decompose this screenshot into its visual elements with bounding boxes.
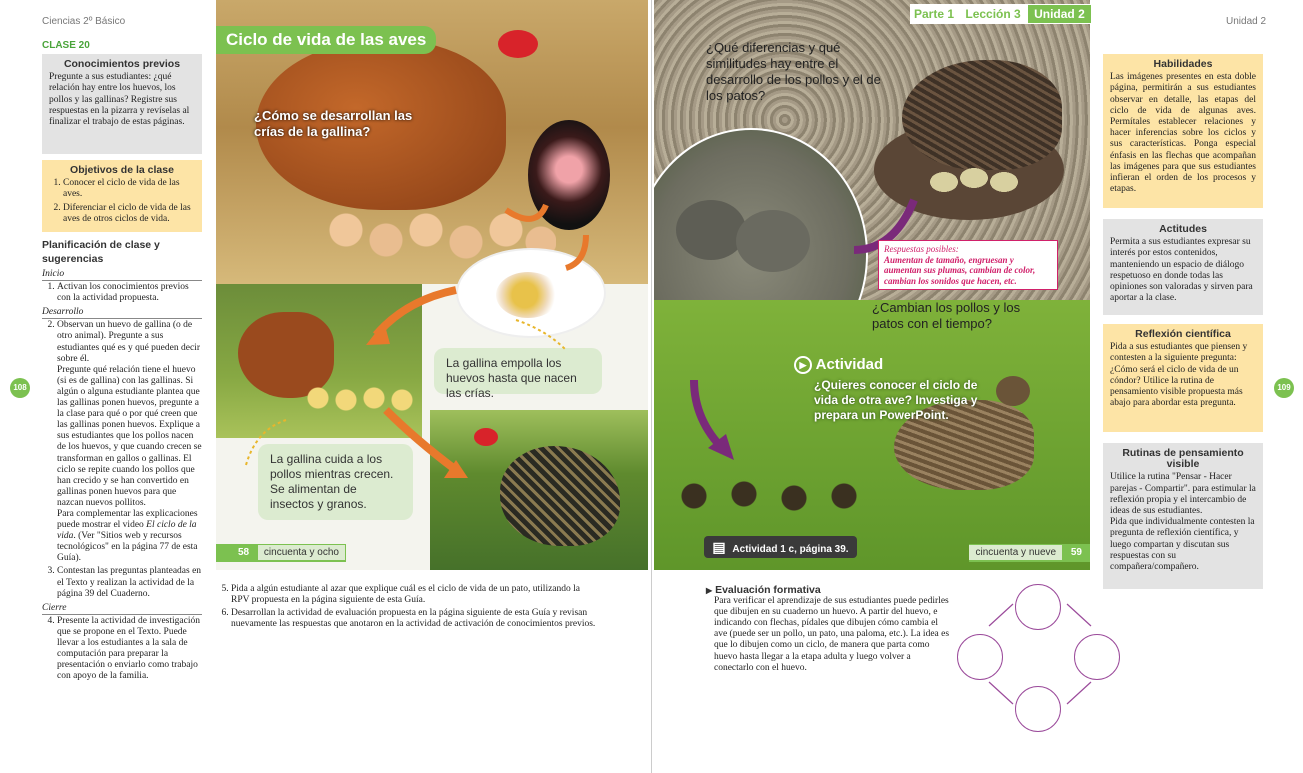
- cycle-arrow: [989, 604, 1013, 626]
- conocimientos-text: Pregunte a sus estudiantes: ¿qué relación hay entre los huevos, los pollos y las gallinas? Registre sus respuestas en la pizarra y revíselas al finalizar el trabajo de estas páginas.: [49, 72, 190, 128]
- respuestas-box: [878, 240, 1058, 290]
- right-student-page: [654, 0, 1090, 570]
- reflexion-box: [1103, 324, 1263, 432]
- left-footer: [216, 544, 346, 562]
- section-cierre: Cierre: [42, 603, 202, 615]
- arrow-chicks-to-rooster: [386, 410, 456, 470]
- arrow-hatch-to-chicks: [376, 290, 456, 335]
- bottom-middle-text: [216, 584, 596, 632]
- cycle-arrow: [1067, 682, 1091, 704]
- evaluacion-text: Para verificar el aprendizaje de sus estudiantes puede pedirles que dibujen en su cuaderno un huevo. A partir del huevo, e indicando con flechas, pídales que dibujen cómo cambia el ave (puede ser un pollo, un pato, una paloma, etc.). La idea es que lo dibujen como un ciclo, de manera que parta como huevo hasta llegar a la etapa adulta y luego volver a conectarlo con el huevo.: [714, 596, 950, 673]
- objetivo-item: 1. Conocer el ciclo de vida de las aves.: [63, 178, 195, 200]
- planificacion-column: [42, 238, 202, 684]
- right-footer: [969, 544, 1090, 562]
- tab-parte: Parte 1: [914, 7, 955, 21]
- plan-item-4: 4. Presente la actividad de investigación que se propone en el Texto. Puede llevar a los estudiantes a la sala de computación para preparar la presentación o enviarlo como trabajo con apoyo de la familia.: [57, 616, 202, 683]
- clase-label: CLASE 20: [42, 40, 90, 51]
- evaluacion-block: [706, 585, 950, 674]
- left-footer-text: cincuenta y ocho: [258, 545, 345, 560]
- page-title: Ciclo de vida de las aves: [216, 26, 436, 54]
- dotted-pointer-2: [246, 420, 286, 465]
- section-desarrollo: Desarrollo: [42, 307, 202, 319]
- actitudes-box: [1103, 219, 1263, 315]
- plan-item-3: 3. Contestan las preguntas planteadas en el Texto y realizan la actividad de la página 39 del Cuaderno.: [57, 566, 202, 599]
- evaluacion-title: ▶ Evaluación formativa: [706, 584, 821, 596]
- tab-unidad: Unidad 2: [1028, 5, 1091, 23]
- respuestas-text: Aumentan de tamaño, engruesan y aumentan sus plumas, cambian de color, cambian los sonidos que hacen, etc.: [884, 254, 1036, 286]
- dotted-pointer-1: [516, 320, 566, 350]
- objetivos-box: [42, 160, 202, 232]
- left-footer-num: 58: [238, 547, 250, 558]
- actividad-title: Actividad: [815, 356, 884, 373]
- habilidades-title: Habilidades: [1153, 58, 1213, 70]
- habilidades-text: Las imágenes presentes en esta doble página, permitirán a sus estudiantes observar en detalle, las etapas del ciclo de vida de algunas aves. Permítales establecer relaciones y hacer inferencias sobre los ciclos y sus características. Ponga especial énfasis en las flechas que acompañan las imágenes para que sus estudiantes infieran el orden de los procesos y etapas.: [1110, 72, 1256, 195]
- arrow-embryo-to-hatch: [566, 235, 586, 268]
- arrow-eggs-to-embryo: [506, 205, 546, 219]
- actividad-text: ¿Quieres conocer el ciclo de vida de otra ave? Investiga y prepara un PowerPoint.: [814, 378, 978, 423]
- rutinas-box: [1103, 443, 1263, 589]
- plan-item-2: 2. Observan un huevo de gallina (o de otro animal). Pregunte a sus estudiantes qué es y qué pueden decir sobre él. Pregunte qué relación tiene el huevo (si es de gallina) con las gallinas. Si algún o alguna estudiante plantea que las gallinas ponen huevos, pregunte a la clase para qué o por qué creen que las gallinas ponen huevos. Explique a sus estudiantes que los pollos nacen de los huevos, y que cuando crecen se transforman en gallos o gallinas. El ciclo se repite cuando los pollos que han crecido y se han convertido en gallinas ponen huevos para que nazcan nuevos pollitos. Para complementar las explicaciones puede mostrar el video El ciclo de la vida. (Ver "Sitios web y recursos tecnológicos" en la página 77 de esta Guía).: [57, 320, 202, 564]
- right-footer-text: cincuenta y nueve: [969, 545, 1062, 560]
- cycle-arrow: [1067, 604, 1091, 626]
- unit-tabs: [910, 4, 1091, 24]
- plan-item-5: 5. Pida a algún estudiante al azar que explique cuál es el ciclo de vida de un pato, utilizando la RPV propuesta en la página siguiente de esta Guía.: [231, 584, 596, 606]
- page-number-right: 109: [1274, 378, 1294, 398]
- book-icon: ▤: [712, 539, 726, 555]
- cycle-diagram-arrows: [955, 582, 1135, 742]
- question-hen: ¿Cómo se desarrollan las crías de la gallina?: [254, 108, 413, 139]
- conocimientos-title: Conocimientos previos: [63, 58, 181, 70]
- actividad-heading: [794, 356, 994, 374]
- video-title: El ciclo de la vida: [57, 520, 197, 542]
- reflexion-text: Pida a sus estudiantes que piensen y contesten a la siguiente pregunta: ¿Cómo será el ciclo de vida de un cóndor? Utilice la rutina de pensamiento visible propuesta más abajo para abordar esta pregunta.: [1110, 342, 1248, 409]
- bubble-incubate: La gallina empolla los huevos hasta que nacen las crías.: [434, 348, 602, 394]
- question-change: ¿Cambian los pollos y los patos con el tiempo?: [872, 300, 1021, 331]
- cycle-arrow: [989, 682, 1013, 704]
- header-right: Unidad 2: [1226, 16, 1267, 27]
- rutinas-text-2: Pida que individualmente contesten la pregunta de reflexión científica, y luego compartan y discutan sus respuestas con su compañera/compañero.: [1110, 517, 1255, 573]
- cuaderno-badge: [704, 536, 857, 558]
- actitudes-title: Actitudes: [1159, 223, 1207, 235]
- play-icon: ▶: [794, 356, 812, 374]
- bubble-care: La gallina cuida a los pollos mientras crecen. Se alimentan de insectos y granos.: [258, 444, 413, 520]
- spine-divider: [651, 0, 652, 773]
- plan-item-1: 1. Activan los conocimientos previos con la actividad propuesta.: [57, 282, 202, 304]
- page-number-left: 108: [10, 378, 30, 398]
- plan-item-6: 6. Desarrollan la actividad de evaluación propuesta en la página siguiente de esta Guía y revisan nuevamente las respuestas que anotaron en la actividad de activación de conocimientos previos.: [231, 608, 596, 630]
- actividad-block: [794, 356, 994, 423]
- cycle-arrows-left: [216, 0, 648, 570]
- habilidades-box: [1103, 54, 1263, 208]
- rutinas-title: Rutinas de pensamiento visible: [1122, 447, 1244, 471]
- objetivos-title: Objetivos de la clase: [70, 164, 174, 176]
- tab-leccion: Lección 3: [965, 7, 1021, 21]
- respuestas-title: Respuestas posibles:: [884, 244, 959, 254]
- conocimientos-box: [42, 54, 202, 154]
- cuaderno-text: Actividad 1 c, página 39.: [732, 544, 849, 555]
- header-left: Ciencias 2º Básico: [42, 16, 126, 27]
- left-student-page: [216, 0, 648, 570]
- triangle-icon: ▶: [706, 586, 713, 595]
- question-differences: ¿Qué diferencias y qué similitudes hay entre el desarrollo de los pollos y el de los patos?: [706, 40, 881, 103]
- section-inicio: Inicio: [42, 269, 202, 281]
- reflexion-title: Reflexión científica: [1135, 328, 1231, 340]
- objetivo-item: 2. Diferenciar el ciclo de vida de las aves de otros ciclos de vida.: [63, 203, 195, 225]
- planificacion-title: Planificación de clase y sugerencias: [42, 239, 160, 265]
- right-footer-num: 59: [1070, 547, 1082, 558]
- rutinas-text-1: Utilice la rutina "Pensar - Hacer parejas - Compartir". para estimular la reflexión propia y el intercambio de ideas de sus estudiantes.: [1110, 472, 1256, 517]
- actitudes-text: Permita a sus estudiantes expresar su interés por estos contenidos, manteniendo un espacio de diálogo respetuoso en donde todas las opiniones son valoradas y sirven para aportar a la clase.: [1110, 237, 1253, 304]
